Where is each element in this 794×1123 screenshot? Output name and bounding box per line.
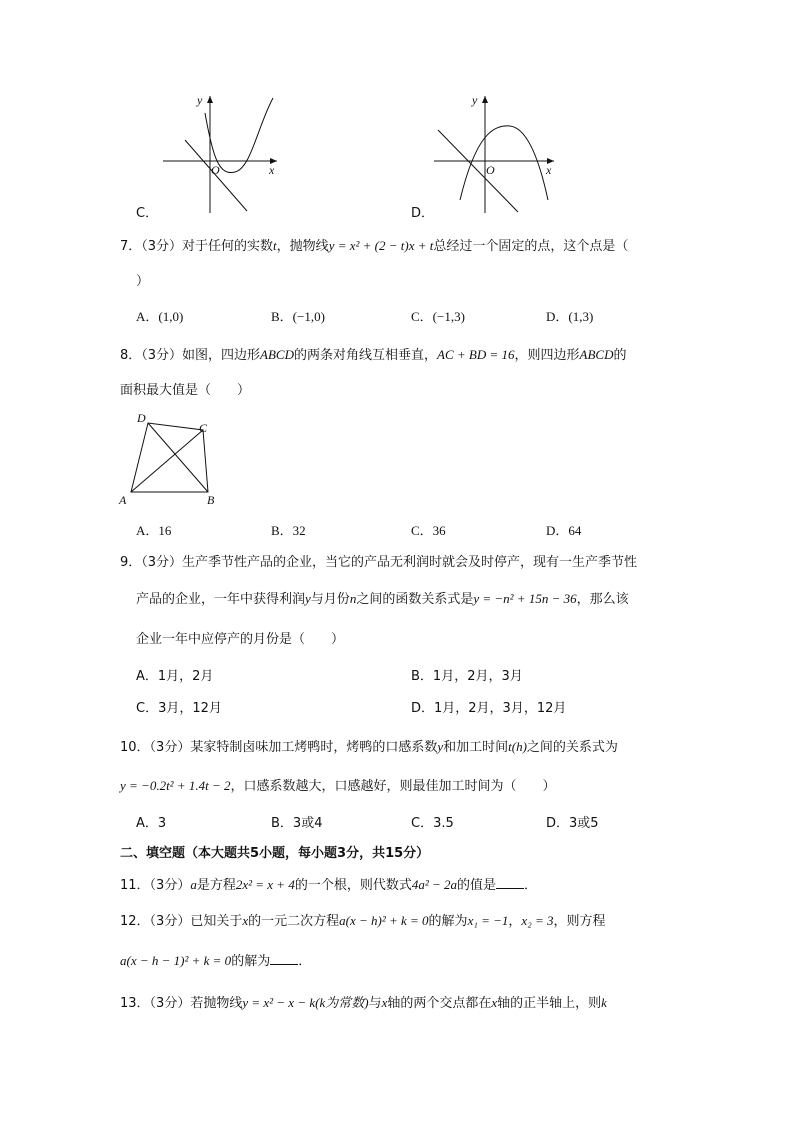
- q9-option-c: C．3月，12月: [136, 701, 222, 716]
- section-2-title: 二、填空题（本大题共5小题，每小题3分，共15分）: [120, 846, 430, 861]
- graph-d-x-label: x: [546, 163, 552, 177]
- graph-d-parabola: [460, 126, 548, 200]
- graph-d-line: [438, 130, 518, 212]
- q9-option-a: A．1月，2月: [136, 669, 214, 684]
- q8-option-b: B．32: [271, 523, 306, 538]
- q9-stem-line3: 企业一年中应停产的月份是（ ）: [136, 632, 345, 647]
- q8-label-a: A: [119, 493, 127, 507]
- q12-answer-blank[interactable]: [270, 952, 298, 965]
- q7-close: ）: [136, 274, 150, 289]
- q7-option-c: C．(−1,3): [411, 309, 465, 324]
- q7-option-a: A．(1,0): [136, 309, 184, 324]
- graph-c-origin: O: [211, 163, 220, 177]
- q11-stem: 11．（3分）a是方程2x² = x + 4的一个根，则代数式4a² − 2a的值是 ．: [120, 877, 538, 893]
- q12-stem-line1: 12．（3分）已知关于x的一元二次方程a(x − h)² + k = 0的解为x₁ = −1，x₂ = 3，则方程: [120, 913, 606, 929]
- q8-stem: 8．（3分）如图，四边形ABCD的两条对角线互相垂直，AC + BD = 16，则四边形ABCD的: [120, 347, 627, 363]
- q7-option-d: D．(1,3): [546, 309, 594, 324]
- q9-option-d: D．1月，2月，3月，12月: [411, 701, 567, 716]
- q10-option-c: C．3.5: [411, 816, 454, 831]
- q10-option-a: A．3: [136, 816, 167, 831]
- q8-label-d: D: [137, 411, 146, 425]
- q8-label-c: C: [199, 421, 208, 435]
- q9-option-b: B．1月，2月，3月: [411, 669, 523, 684]
- graph-c: [155, 88, 285, 218]
- q8-option-c: C．36: [411, 523, 446, 538]
- graph-c-y-label: y: [197, 93, 203, 107]
- graph-d-origin: O: [486, 163, 495, 177]
- q8-stem-line2: 面积最大值是（ ）: [120, 383, 251, 398]
- q8-option-d: D．64: [546, 523, 582, 538]
- q13-stem: 13．（3分）若抛物线y = x² − x − k(k为常数)与x轴的两个交点都在x轴的正半轴上，则k: [120, 995, 607, 1011]
- q8-figure: [115, 408, 225, 508]
- q11-answer-blank[interactable]: [496, 876, 524, 889]
- q10-stem-line1: 10．（3分）某家特制卤味加工烤鸭时，烤鸭的口感系数y和加工时间t(h)之间的关系式为: [120, 739, 618, 755]
- q9-stem-line2: 产品的企业，一年中获得利润y与月份n之间的函数关系式是y = −n² + 15n − 36，那么该: [136, 591, 629, 607]
- graph-d-y-arrow: [482, 96, 488, 103]
- q8-diagonal-ac: [131, 430, 203, 492]
- q8-label-b: B: [207, 493, 215, 507]
- graph-d-y-label: y: [472, 93, 478, 107]
- graph-c-x-label: x: [269, 163, 275, 177]
- q8-option-a: A．16: [136, 523, 172, 538]
- q10-option-b: B．3或4: [271, 816, 323, 831]
- q10-option-d: D．3或5: [546, 816, 599, 831]
- q10-stem-line2: y = −0.2t² + 1.4t − 2，口感系数越大，口感越好，则最佳加工时间为（ ）: [120, 778, 556, 794]
- q9-stem-line1: 9．（3分）生产季节性产品的企业，当它的产品无利润时就会及时停产，现有一生产季节性: [120, 555, 638, 570]
- q7-option-b: B．(−1,0): [271, 309, 325, 324]
- q7-stem: 7．（3分）对于任何的实数t，抛物线y = x² + (2 − t)x + t总经过一个固定的点，这个点是（: [120, 238, 629, 254]
- graph-c-label: C．: [136, 206, 159, 221]
- graph-d-label: D．: [411, 206, 435, 221]
- q12-stem-line2: a(x − h − 1)² + k = 0的解为 ．: [120, 953, 312, 969]
- graph-d: [430, 88, 560, 218]
- graph-c-y-arrow: [207, 96, 213, 103]
